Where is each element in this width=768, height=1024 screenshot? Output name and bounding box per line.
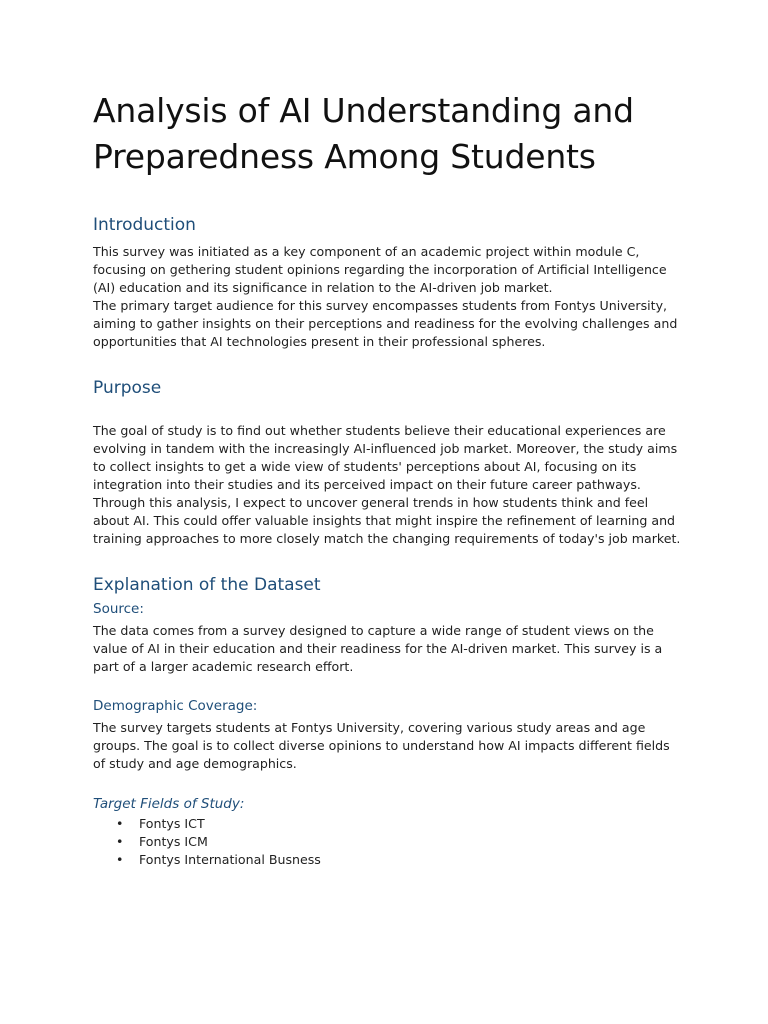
list-item-label: Fontys ICM — [139, 834, 208, 849]
target-fields-list — [93, 815, 685, 869]
demographic-paragraph: The survey targets students at Fontys University, covering various study areas and age groups. The goal is to collect diverse opinions to understand how AI impacts different fields of study and age demographics. — [93, 720, 670, 771]
purpose-paragraph: The goal of study is to find out whether students believe their educational experiences are evolving in tandem with the increasingly AI-influenced job market. Moreover, the study aims to collect insights to get a wide view of students' perceptions about AI, focusing on its integration into their studies and its perceived impact on their future career pathways. Through this analysis, I expect to uncover general trends in how students think and feel about AI. This could offer valuable insights that might inspire the refinement of learning and training approaches to more closely match the changing requirements of today's job market. — [93, 423, 681, 546]
purpose-heading: Purpose — [93, 378, 162, 398]
introduction-heading: Introduction — [93, 215, 196, 235]
bullet-icon: • — [116, 852, 124, 867]
list-item-label: Fontys ICT — [139, 816, 205, 831]
bullet-icon: • — [116, 834, 124, 849]
document-title — [93, 88, 685, 180]
introduction-paragraph-1: This survey was initiated as a key component of an academic project within module C, focusing on gethering student opinions regarding the incorporation of Artificial Intelligence (AI) education and its significance in relation to the AI-driven job market. — [93, 244, 667, 295]
list-item — [93, 815, 685, 833]
target-fields-heading: Target Fields of Study: — [93, 796, 245, 812]
title-line-1: Analysis of AI Understanding and — [93, 91, 634, 130]
document-page — [93, 88, 685, 869]
list-item — [93, 833, 685, 851]
demographic-heading: Demographic Coverage: — [93, 698, 258, 714]
bullet-icon: • — [116, 816, 124, 831]
list-item-label: Fontys International Busness — [139, 852, 321, 867]
source-heading: Source: — [93, 601, 144, 617]
introduction-paragraph-2: The primary target audience for this survey encompasses students from Fontys University, aiming to gather insights on their perceptions and readiness for the evolving challenges and opportunities that AI technologies present in their professional spheres. — [93, 298, 678, 349]
title-line-2: Preparedness Among Students — [93, 137, 596, 176]
source-paragraph: The data comes from a survey designed to capture a wide range of student views on the value of AI in their education and their readiness for the AI-driven market. This survey is a part of a larger academic research effort. — [93, 623, 663, 674]
dataset-heading: Explanation of the Dataset — [93, 575, 321, 595]
list-item — [93, 851, 685, 869]
